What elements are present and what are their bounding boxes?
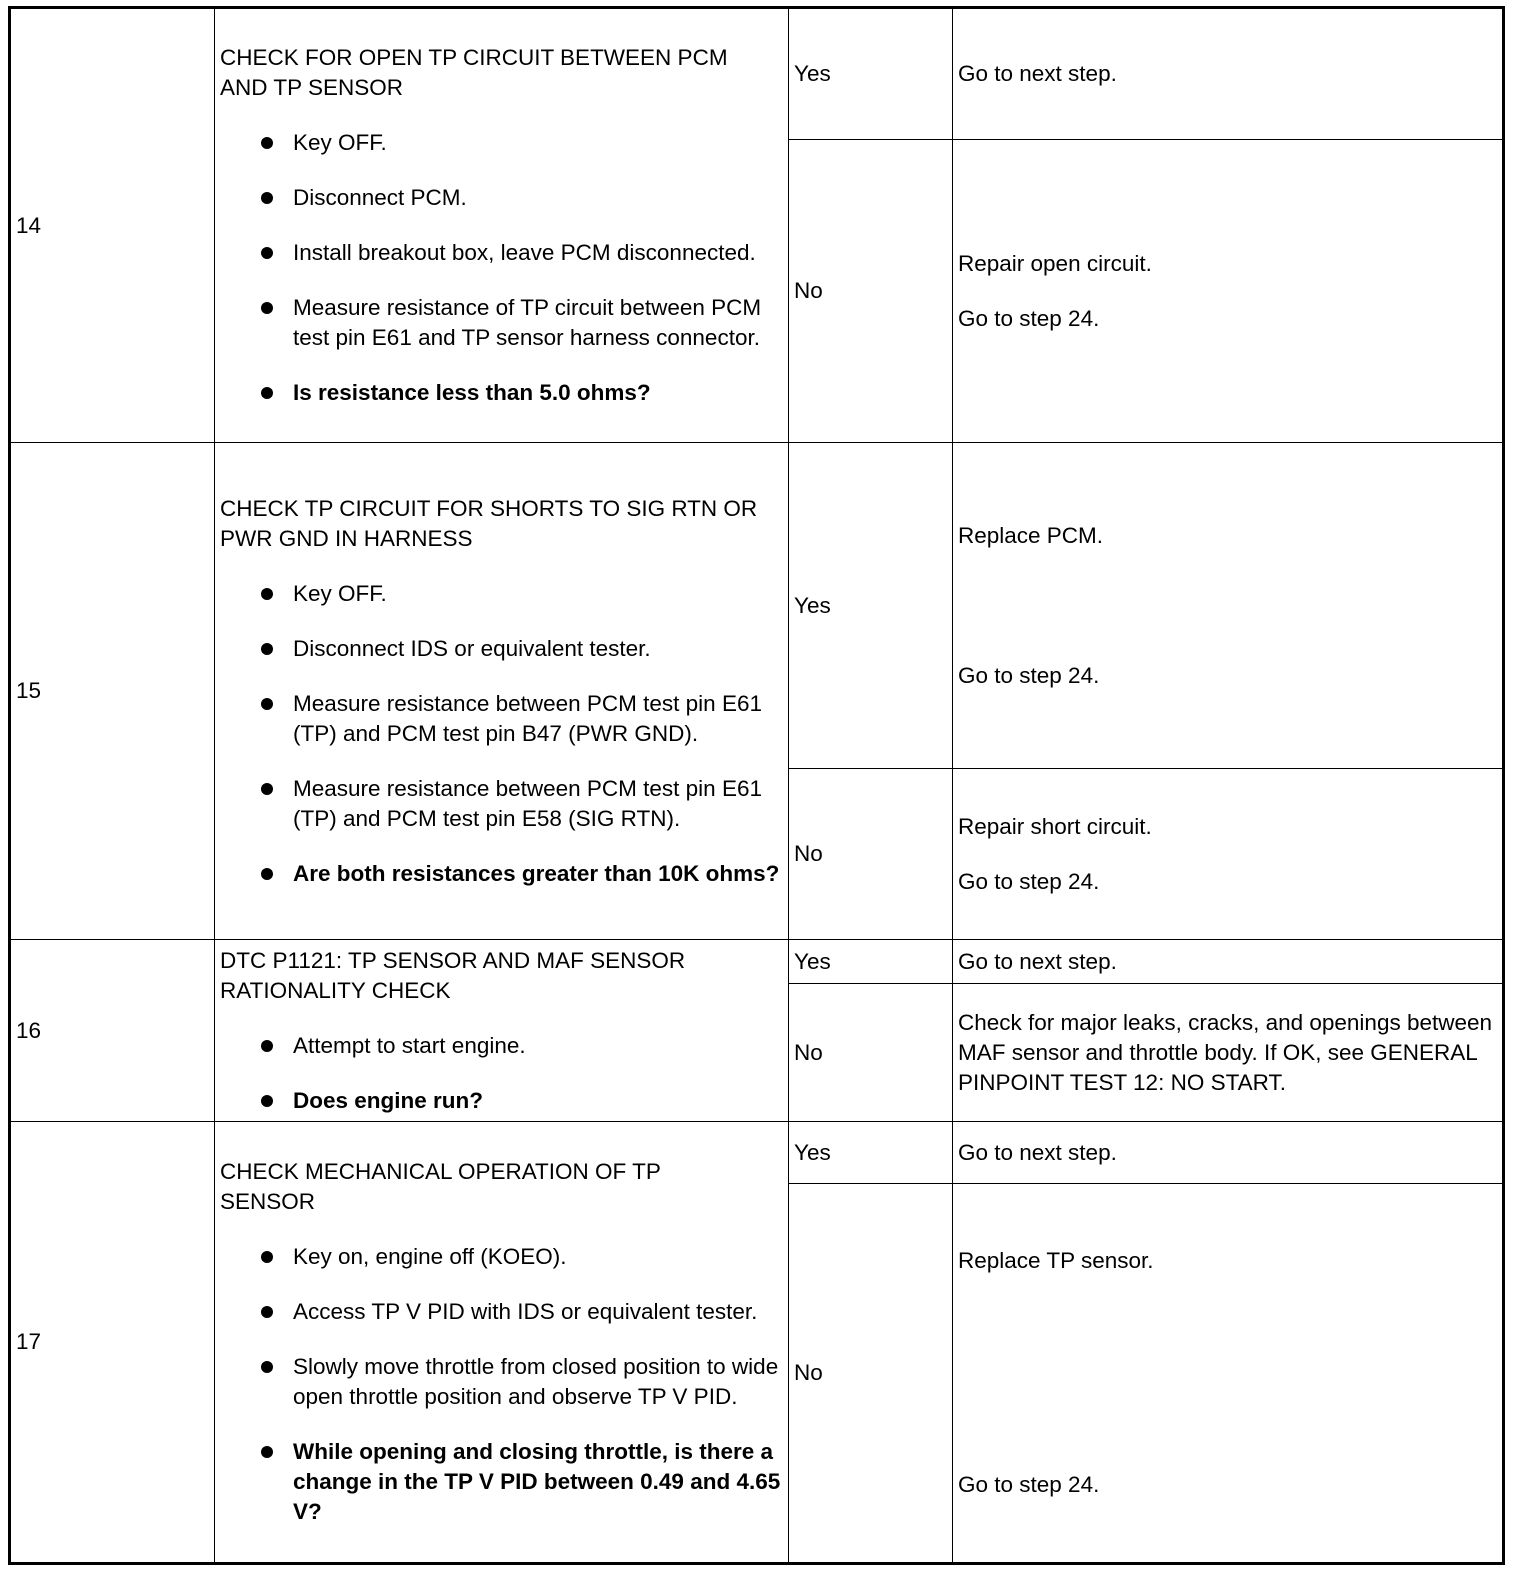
pinpoint-test-table: [8, 6, 1505, 1565]
bullet-icon: [261, 588, 273, 600]
answer-yes-result: Replace PCM. Go to step 24.: [953, 443, 1504, 769]
answer-no-label: No: [789, 769, 953, 940]
action-list: [220, 579, 783, 889]
test-title: CHECK TP CIRCUIT FOR SHORTS TO SIG RTN OR PWR GND IN HARNESS: [220, 495, 758, 551]
answer-yes-result: Go to next step.: [953, 8, 1504, 140]
test-question: Does engine run?: [293, 1086, 783, 1116]
test-question: Are both resistances greater than 10K ohms?: [293, 859, 783, 889]
bullet-icon: [261, 698, 273, 710]
test-question: While opening and closing throttle, is there a change in the TP V PID between 0.49 and 4.65 V?: [293, 1437, 783, 1527]
test-title: CHECK FOR OPEN TP CIRCUIT BETWEEN PCM AND TP SENSOR: [220, 45, 728, 100]
test-action-cell: [215, 940, 789, 1122]
step-number: 14: [10, 8, 215, 443]
answer-yes-result: Go to next step.: [953, 940, 1504, 984]
action-item: Measure resistance between PCM test pin E61 (TP) and PCM test pin B47 (PWR GND).: [293, 689, 783, 749]
answer-yes-label: Yes: [789, 1122, 953, 1184]
answer-yes-label: Yes: [789, 8, 953, 140]
test-title: DTC P1121: TP SENSOR AND MAF SENSOR RATIONALITY CHECK: [220, 947, 686, 1003]
action-list: [220, 1031, 783, 1116]
answer-no-label: No: [789, 140, 953, 443]
step-row: [10, 940, 1504, 984]
step-row: [10, 1122, 1504, 1184]
action-item: Disconnect PCM.: [293, 183, 783, 213]
step-row: [10, 443, 1504, 769]
bullet-icon: [261, 302, 273, 314]
bullet-icon: [261, 1095, 273, 1107]
bullet-icon: [261, 137, 273, 149]
bullet-icon: [261, 1361, 273, 1373]
action-item: Key on, engine off (KOEO).: [293, 1242, 783, 1272]
action-list: [220, 128, 783, 408]
action-item: Slowly move throttle from closed position to wide open throttle position and observe TP V PID.: [293, 1352, 783, 1412]
action-item: Access TP V PID with IDS or equivalent tester.: [293, 1297, 783, 1327]
action-item: Measure resistance of TP circuit between PCM test pin E61 and TP sensor harness connector.: [293, 293, 783, 353]
answer-yes-result: Go to next step.: [953, 1122, 1504, 1184]
step-number: 15: [10, 443, 215, 940]
bullet-icon: [261, 247, 273, 259]
bullet-icon: [261, 192, 273, 204]
action-item: Disconnect IDS or equivalent tester.: [293, 634, 783, 664]
action-item: Key OFF.: [293, 579, 783, 609]
action-list: [220, 1242, 783, 1527]
test-question: Is resistance less than 5.0 ohms?: [293, 378, 783, 408]
action-item: Key OFF.: [293, 128, 783, 158]
bullet-icon: [261, 1040, 273, 1052]
test-action-cell: [215, 8, 789, 443]
action-item: Install breakout box, leave PCM disconnected.: [293, 238, 783, 268]
answer-no-label: No: [789, 984, 953, 1122]
answer-no-result: Replace TP sensor. Go to step 24.: [953, 1184, 1504, 1564]
bullet-icon: [261, 387, 273, 399]
answer-no-result: Repair open circuit. Go to step 24.: [953, 140, 1504, 443]
bullet-icon: [261, 868, 273, 880]
answer-yes-label: Yes: [789, 443, 953, 769]
action-item: Attempt to start engine.: [293, 1031, 783, 1061]
step-number: 17: [10, 1122, 215, 1564]
test-action-cell: [215, 443, 789, 940]
bullet-icon: [261, 1251, 273, 1263]
step-number: 16: [10, 940, 215, 1122]
answer-no-result: Repair short circuit. Go to step 24.: [953, 769, 1504, 940]
answer-no-label: No: [789, 1184, 953, 1564]
test-title: CHECK MECHANICAL OPERATION OF TP SENSOR: [220, 1159, 661, 1214]
bullet-icon: [261, 1446, 273, 1458]
answer-no-result: Check for major leaks, cracks, and openings between MAF sensor and throttle body. If OK, see GENERAL PINPOINT TEST 12: NO START.: [953, 984, 1504, 1122]
test-action-cell: [215, 1122, 789, 1564]
bullet-icon: [261, 643, 273, 655]
bullet-icon: [261, 1306, 273, 1318]
answer-yes-label: Yes: [789, 940, 953, 984]
step-row: [10, 8, 1504, 140]
action-item: Measure resistance between PCM test pin E61 (TP) and PCM test pin E58 (SIG RTN).: [293, 774, 783, 834]
bullet-icon: [261, 783, 273, 795]
